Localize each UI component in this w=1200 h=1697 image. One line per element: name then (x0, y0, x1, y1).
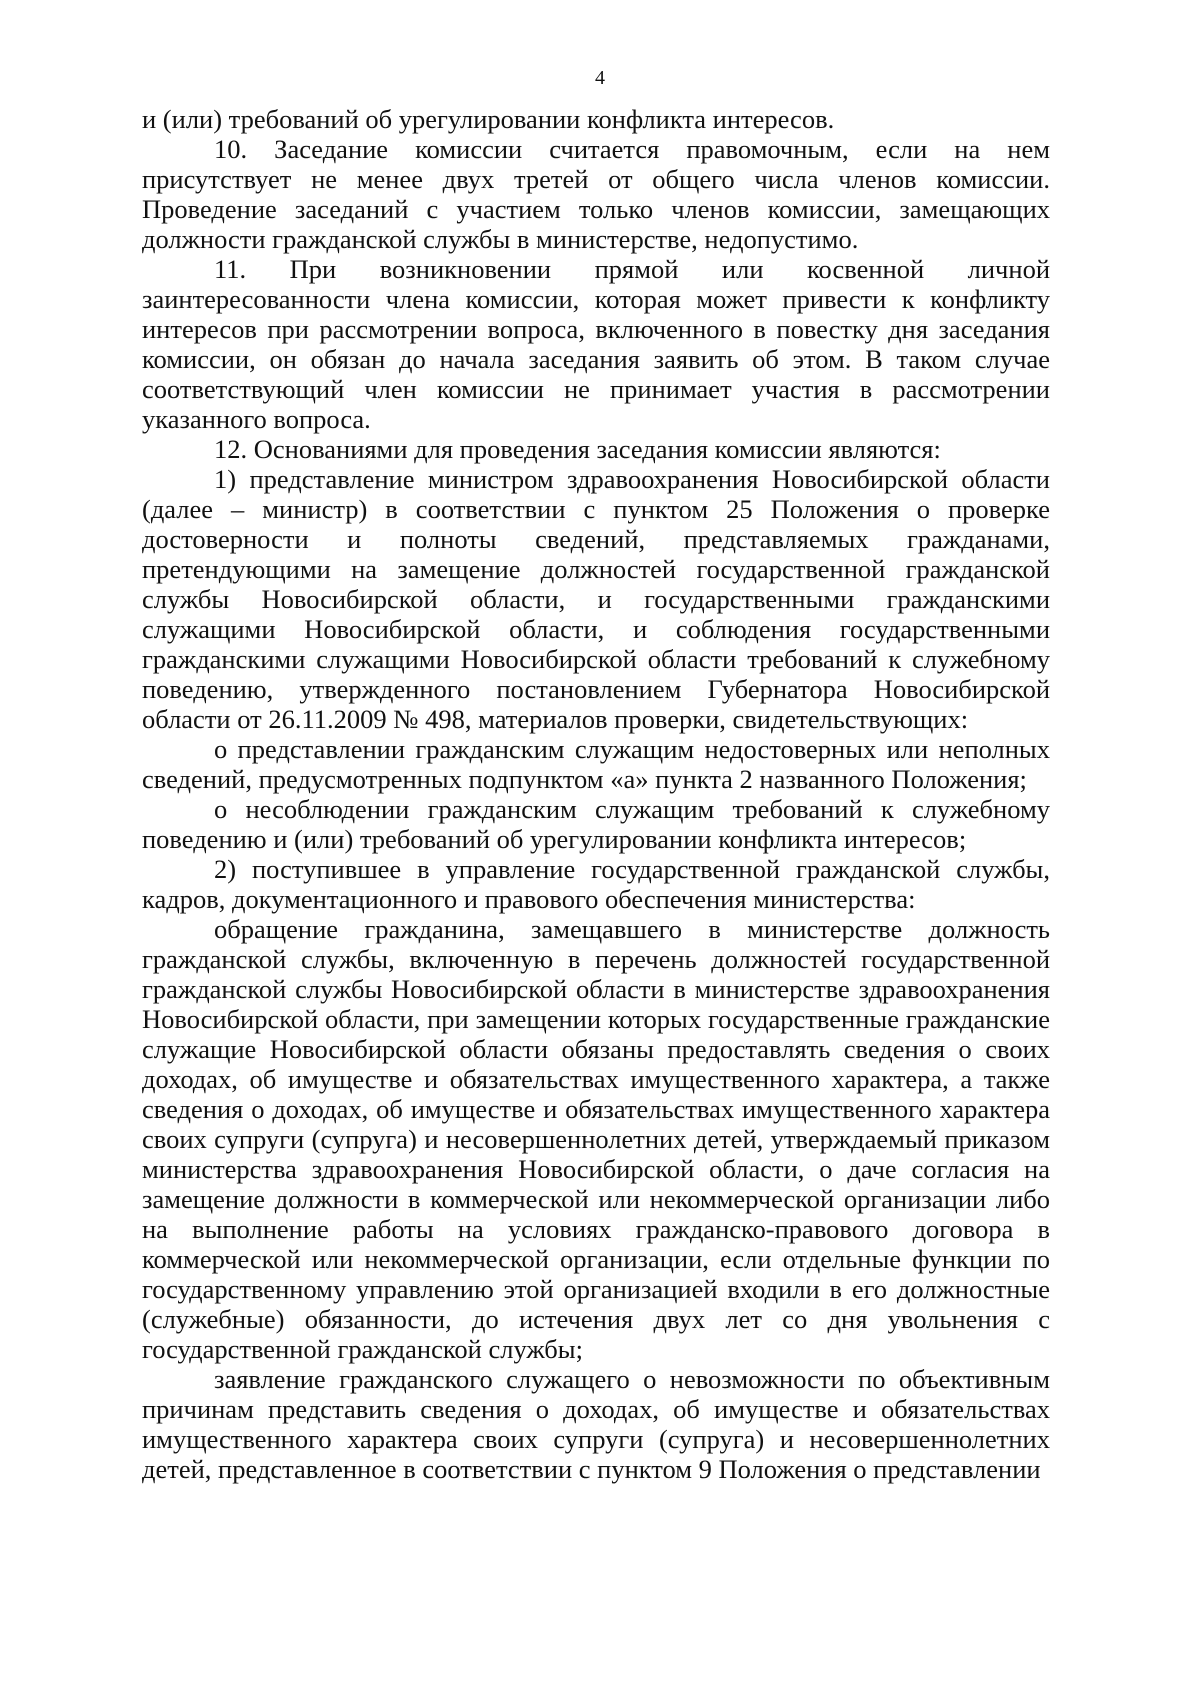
paragraph-subitem-2: 2) поступившее в управление государственной гражданской службы, кадров, документационного и правового обеспечения министерства: (142, 854, 1050, 914)
paragraph-item-12: 12. Основаниями для проведения заседания комиссии являются: (214, 434, 941, 464)
paragraph-subitem-1-a: о представлении гражданским служащим недостоверных или неполных сведений, предусмотренных подпунктом «а» пункта 2 названного Положения; (142, 734, 1050, 794)
paragraph-item-11: 11. При возникновении прямой или косвенной личной заинтересованности члена комиссии, которая может привести к конфликту интересов при рассмотрении вопроса, включенного в повестку дня заседания комиссии, он обязан до начала заседания заявить об этом. В таком случае соответствующий член комиссии не принимает участия в рассмотрении указанного вопроса. (142, 254, 1050, 434)
paragraph-continuation: и (или) требований об урегулировании конфликта интересов. (142, 104, 835, 134)
paragraph-subitem-1-b: о несоблюдении гражданским служащим требований к служебному поведению и (или) требований об урегулировании конфликта интересов; (142, 794, 1050, 854)
paragraph-item-10: 10. Заседание комиссии считается правомочным, если на нем присутствует не менее двух третей от общего числа членов комиссии. Проведение заседаний с участием только членов комиссии, замещающих должности гражданской службы в министерстве, недопустимо. (142, 134, 1050, 254)
page-number: 4 (595, 67, 605, 89)
paragraph-subitem-1: 1) представление министром здравоохранения Новосибирской области (далее – министр) в соответствии с пунктом 25 Положения о проверке достоверности и полноты сведений, представляемых гражданами, претендующими на замещение должностей государственной гражданской службы Новосибирской области, и государственными гражданскими служащими Новосибирской области, и соблюдения государственными гражданскими служащими Новосибирской области требований к служебному поведению, утвержденного постановлением Губернатора Новосибирской области от 26.11.2009 № 498, материалов проверки, свидетельствующих: (142, 464, 1050, 734)
paragraph-subitem-2-b: заявление гражданского служащего о невозможности по объективным причинам представить сведения о доходах, об имуществе и обязательствах имущественного характера своих супруги (супруга) и несовершеннолетних детей, представленное в соответствии с пунктом 9 Положения о представлении (142, 1364, 1050, 1484)
document-body (142, 104, 1050, 1484)
paragraph-subitem-2-a: обращение гражданина, замещавшего в министерстве должность гражданской службы, включенную в перечень должностей государственной гражданской службы Новосибирской области в министерстве здравоохранения Новосибирской области, при замещении которых государственные гражданские служащие Новосибирской области обязаны предоставлять сведения о своих доходах, об имуществе и обязательствах имущественного характера, а также сведения о доходах, об имуществе и обязательствах имущественного характера своих супруги (супруга) и несовершеннолетних детей, утверждаемый приказом министерства здравоохранения Новосибирской области, о даче согласия на замещение должности в коммерческой или некоммерческой организации либо на выполнение работы на условиях гражданско-правового договора в коммерческой или некоммерческой организации, если отдельные функции по государственному управлению этой организацией входили в его должностные (служебные) обязанности, до истечения двух лет со дня увольнения с государственной гражданской службы; (142, 914, 1050, 1364)
